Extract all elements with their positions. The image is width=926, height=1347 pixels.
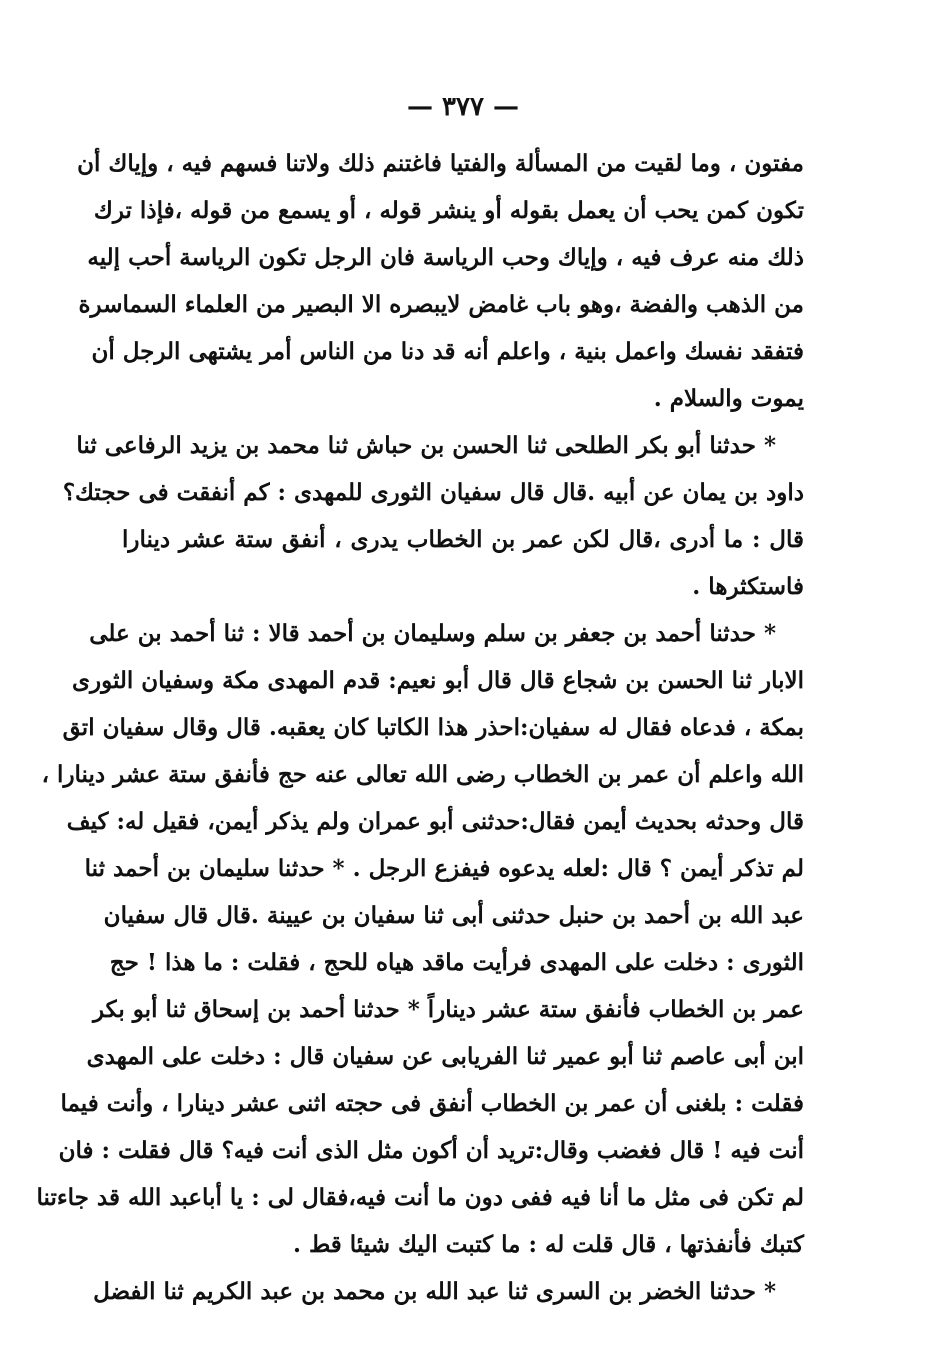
text-line: * حدثنا أحمد بن جعفر بن سلم وسليمان بن أحمد قالا : ثنا أحمد بن على (89, 620, 776, 647)
text-line: يموت والسلام . (653, 385, 804, 412)
text-line: أنت فيه ! قال فغضب وقال:تريد أن أكون مثل الذى أنت فيه؟ قال فقلت : فان (58, 1137, 804, 1164)
text-line: داود بن يمان عن أبيه .قال قال سفيان الثورى للمهدى : كم أنفقت فى حجتك؟ (62, 479, 804, 506)
page-number: — ٣٧٧ — (406, 92, 520, 122)
text-line: لم تكن فى مثل ما أنا فيه ففى دون ما أنت فيه،فقال لى : يا أباعبد الله قد جاءتنا (36, 1184, 804, 1211)
text-line: كتبك فأنفذتها ، قال قلت له : ما كتبت اليك شيئا قط . (292, 1231, 804, 1258)
text-line: الابار ثنا الحسن بن شجاع قال قال أبو نعيم: قدم المهدى مكة وسفيان الثورى (71, 667, 804, 694)
text-line: الله واعلم أن عمر بن الخطاب رضى الله تعالى عنه حج فأنفق ستة عشر دينارا ، (41, 761, 804, 788)
text-line: مفتون ، وما لقيت من المسألة والفتيا فاغتنم ذلك ولاتنا فسهم فيه ، وإياك أن (77, 150, 804, 177)
text-line: * حدثنا الخضر بن السرى ثنا عبد الله بن محمد بن عبد الكريم ثنا الفضل (93, 1278, 776, 1305)
text-line: فتفقد نفسك واعمل بنية ، واعلم أنه قد دنا من الناس أمر يشتهى الرجل أن (91, 338, 804, 365)
text-line: ابن أبى عاصم ثنا أبو عمير ثنا الفريابى عن سفيان قال : دخلت على المهدى (86, 1043, 804, 1070)
body-text (36, 140, 804, 1315)
text-line: عبد الله بن أحمد بن حنبل حدثنى أبى ثنا سفيان بن عيينة .قال قال سفيان (103, 902, 804, 929)
text-line: قال : ما أدرى ،قال لكن عمر بن الخطاب يدرى ، أنفق ستة عشر دينارا (122, 526, 804, 553)
text-line: عمر بن الخطاب فأنفق ستة عشر ديناراً * حدثنا أحمد بن إسحاق ثنا أبو بكر (92, 996, 804, 1023)
text-line: من الذهب والفضة ،وهو باب غامض لايبصره الا البصير من العلماء السماسرة (78, 291, 804, 318)
text-line: الثورى : دخلت على المهدى فرأيت ماقد هياه للحج ، فقلت : ما هذا ! حج (109, 949, 804, 976)
text-line: بمكة ، فدعاه فقال له سفيان:احذر هذا الكاتبا كان يعقبه. قال وقال سفيان اتق (62, 714, 804, 741)
text-line: * حدثنا أبو بكر الطلحى ثنا الحسن بن حباش ثنا محمد بن يزيد الرفاعى ثنا (76, 432, 776, 459)
text-line: قال وحدثه بحديث أيمن فقال:حدثنى أبو عمران ولم يذكر أيمن، فقيل له: كيف (66, 808, 804, 835)
text-line: لم تذكر أيمن ؟ قال :لعله يدعوه فيفزع الرجل . * حدثنا سليمان بن أحمد ثنا (84, 855, 804, 882)
text-line: تكون كمن يحب أن يعمل بقوله أو ينشر قوله ، أو يسمع من قوله ،فإذا ترك (93, 197, 804, 224)
text-line: ذلك منه عرف فيه ، وإياك وحب الرياسة فان الرجل تكون الرياسة أحب إليه (87, 244, 804, 271)
text-line: فاستكثرها . (692, 573, 804, 600)
text-line: فقلت : بلغنى أن عمر بن الخطاب أنفق فى حجته اثنى عشر دينارا ، وأنت فيما (60, 1090, 804, 1117)
